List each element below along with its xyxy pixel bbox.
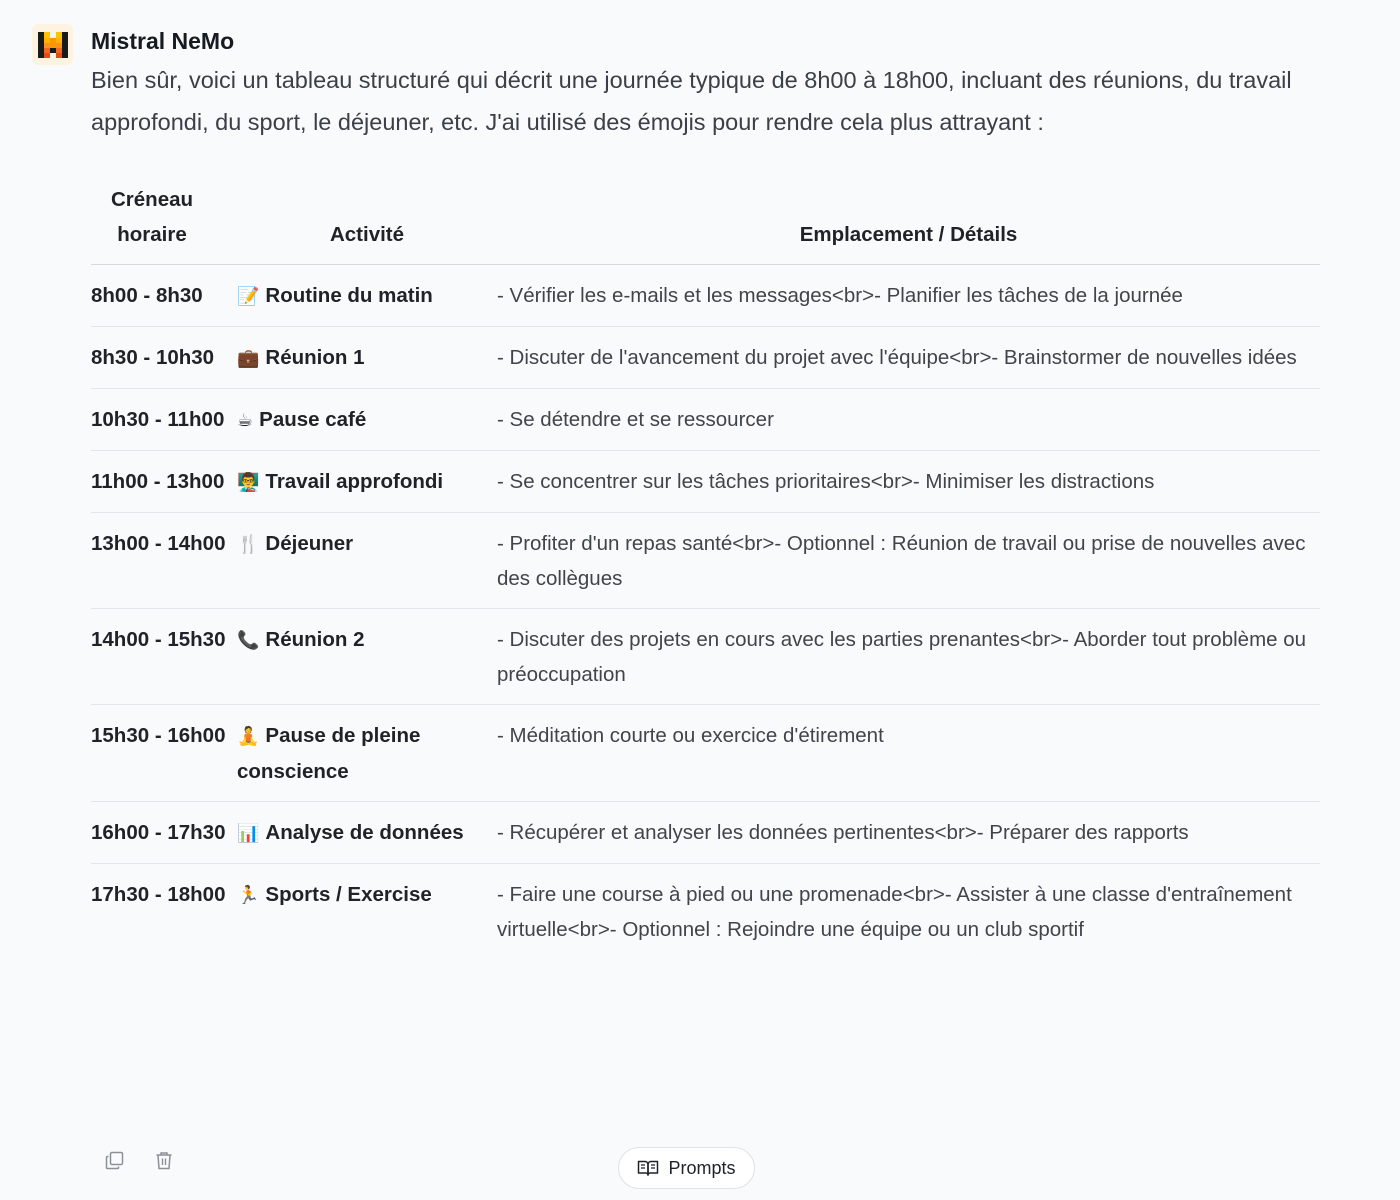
- delete-button[interactable]: [154, 1150, 174, 1170]
- message-actions: [104, 1150, 174, 1170]
- activity-label: Réunion 2: [265, 628, 365, 651]
- copy-icon: [105, 1151, 124, 1170]
- activity-label: Routine du matin: [265, 284, 433, 307]
- table-row: [91, 864, 1320, 960]
- mistral-logo-avatar: [32, 24, 73, 65]
- table-row: [91, 705, 1320, 802]
- header-time-slot: Créneau horaire: [91, 182, 237, 265]
- activity-emoji-icon: 👨‍🏫: [237, 472, 260, 492]
- activity-cell: [237, 265, 497, 327]
- details-cell: - Méditation courte ou exercice d'étirement: [497, 705, 1320, 802]
- schedule-body: [91, 265, 1320, 960]
- table-row: [91, 327, 1320, 389]
- time-slot-cell: 16h00 - 17h30: [91, 802, 237, 864]
- details-cell: - Se concentrer sur les tâches prioritaires<br>- Minimiser les distractions: [497, 451, 1320, 513]
- table-row: [91, 451, 1320, 513]
- details-cell: - Se détendre et se ressourcer: [497, 389, 1320, 451]
- activity-emoji-icon: 🏃: [237, 885, 260, 905]
- table-row: [91, 609, 1320, 705]
- activity-cell: [237, 802, 497, 864]
- activity-cell: [237, 609, 497, 705]
- table-header-row: [91, 182, 1320, 265]
- table-row: [91, 389, 1320, 451]
- activity-emoji-icon: 💼: [237, 348, 260, 368]
- message-content: [91, 24, 1320, 959]
- activity-label: Réunion 1: [265, 346, 365, 369]
- details-cell: - Faire une course à pied ou une promenade<br>- Assister à une classe d'entraînement virtuelle<br>- Optionnel : Rejoindre une équipe ou un club sportif: [497, 883, 1292, 941]
- activity-label: Sports / Exercise: [265, 883, 432, 906]
- mistral-logo-icon: [38, 32, 68, 58]
- prompts-button[interactable]: [618, 1147, 755, 1189]
- time-slot-cell: 15h30 - 16h00: [91, 705, 237, 802]
- details-cell: - Vérifier les e-mails et les messages<br>- Planifier les tâches de la journée: [497, 265, 1320, 327]
- time-slot-cell: 8h00 - 8h30: [91, 265, 237, 327]
- header-activity: Activité: [237, 182, 497, 265]
- book-open-icon: [637, 1159, 659, 1177]
- time-slot-cell: 17h30 - 18h00: [91, 883, 226, 906]
- activity-cell: [237, 451, 497, 513]
- activity-label: Pause café: [259, 408, 367, 431]
- activity-cell: [237, 327, 497, 389]
- time-slot-cell: 13h00 - 14h00: [91, 513, 237, 609]
- time-slot-cell: 14h00 - 15h30: [91, 609, 237, 705]
- activity-emoji-icon: 📊: [237, 823, 260, 843]
- model-name: Mistral NeMo: [91, 28, 235, 54]
- activity-cell: [237, 705, 497, 802]
- activity-emoji-icon: 📞: [237, 630, 260, 650]
- table-row: [91, 802, 1320, 864]
- table-row: [91, 513, 1320, 609]
- activity-emoji-icon: 📝: [237, 286, 260, 306]
- activity-label: Déjeuner: [265, 532, 354, 555]
- activity-emoji-icon: 🧘: [237, 726, 260, 746]
- activity-cell: [237, 864, 497, 960]
- activity-emoji-icon: ☕: [237, 410, 254, 430]
- details-cell: - Discuter de l'avancement du projet avec l'équipe<br>- Brainstormer de nouvelles idées: [497, 327, 1320, 389]
- time-slot-cell: 8h30 - 10h30: [91, 327, 237, 389]
- activity-cell: [237, 513, 497, 609]
- prompts-label: Prompts: [668, 1157, 736, 1178]
- activity-cell: [237, 389, 497, 451]
- time-slot-cell: 10h30 - 11h00: [91, 389, 237, 451]
- details-cell: - Discuter des projets en cours avec les parties prenantes<br>- Aborder tout problème ou préoccupation: [497, 609, 1320, 705]
- trash-icon: [155, 1151, 173, 1170]
- activity-label: Pause de pleine conscience: [237, 724, 421, 783]
- activity-label: Analyse de données: [265, 821, 464, 844]
- activity-label: Travail approfondi: [265, 470, 444, 493]
- time-slot-cell: 11h00 - 13h00: [91, 451, 237, 513]
- copy-button[interactable]: [104, 1150, 124, 1170]
- schedule-table: [91, 182, 1320, 959]
- details-cell: - Récupérer et analyser les données pertinentes<br>- Préparer des rapports: [497, 802, 1320, 864]
- activity-emoji-icon: 🍴: [237, 534, 260, 554]
- table-row: [91, 265, 1320, 327]
- details-cell: - Profiter d'un repas santé<br>- Optionnel : Réunion de travail ou prise de nouvelles avec des collègues: [497, 513, 1320, 609]
- intro-paragraph: Bien sûr, voici un tableau structuré qui décrit une journée typique de 8h00 à 18h00, incluant des réunions, du travail approfondi, du sport, le déjeuner, etc. J'ai utilisé des émojis pour rendre cela plus attrayant :: [91, 67, 1292, 135]
- header-details: Emplacement / Détails: [497, 182, 1320, 265]
